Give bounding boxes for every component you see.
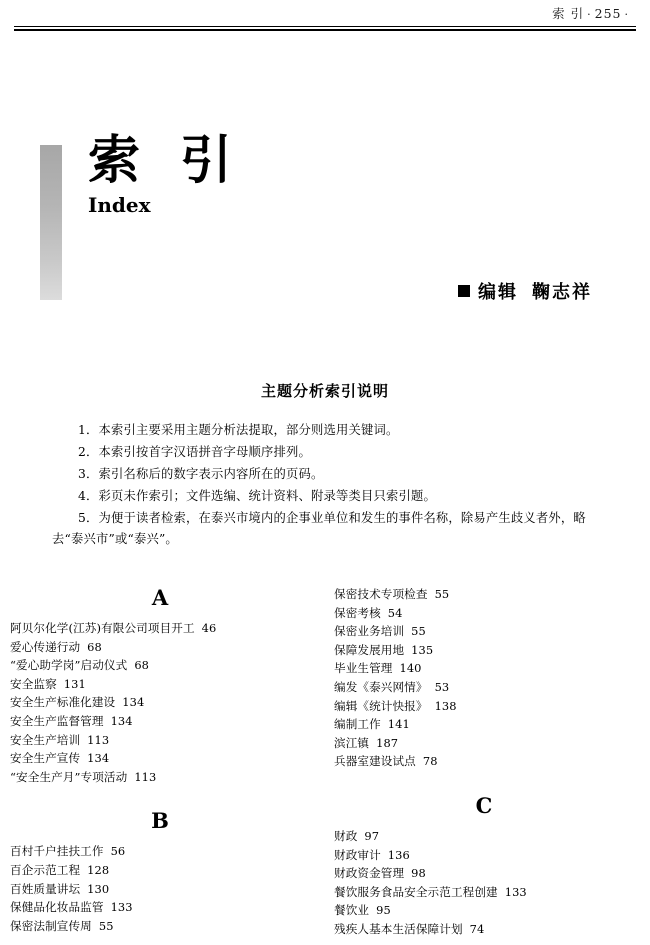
index-entry <box>10 693 310 712</box>
index-entry-text: 安全监察 <box>10 676 57 691</box>
header-label <box>552 4 632 22</box>
index-entry-page: 53 <box>434 679 450 694</box>
index-entry-page: 187 <box>376 735 399 750</box>
index-entry <box>334 734 634 753</box>
index-entry <box>334 864 634 883</box>
index-column-right <box>334 585 634 939</box>
index-entry-text: 财政资金管理 <box>334 866 405 881</box>
editor-name: 鞠志祥 <box>532 282 592 303</box>
index-entry <box>334 846 634 865</box>
index-entry-page: 46 <box>201 621 217 635</box>
index-entry-text: 编制工作 <box>334 717 381 732</box>
index-entry-page: 55 <box>411 624 426 639</box>
header-separator: · <box>587 8 592 21</box>
index-entry-page: 54 <box>387 605 403 620</box>
index-entry <box>10 898 310 917</box>
index-entry-page: 133 <box>110 900 133 915</box>
index-entry <box>334 715 634 734</box>
index-entry-page: 68 <box>87 639 102 654</box>
index-entry-page: 56 <box>110 844 126 859</box>
index-entry <box>334 585 634 604</box>
index-entry <box>10 917 310 936</box>
index-letter-heading: C <box>475 792 493 818</box>
index-entry-page: 138 <box>434 698 457 713</box>
index-entry-text: 财政 <box>334 828 358 843</box>
index-letter-heading: A <box>151 585 169 610</box>
note-item: 5．为便于读者检索，在泰兴市境内的企事业单位和发生的事件名称，除易产生歧义者外，略去“泰兴市”或“泰兴”。 <box>52 511 586 546</box>
index-entry-page: 130 <box>87 881 110 896</box>
notes-title: 主题分析索引说明 <box>260 382 389 400</box>
index-entry-text: 保密业务培训 <box>334 624 405 639</box>
index-entry-page: 134 <box>110 713 133 728</box>
index-entry <box>10 731 310 750</box>
index-entry-text: 百姓质量讲坛 <box>10 881 81 896</box>
index-entry-page: 97 <box>364 828 380 843</box>
index-entry-page: 135 <box>411 642 434 657</box>
index-entry <box>10 842 310 861</box>
note-item: 2．本索引按首字汉语拼音字母顺序排列。 <box>78 445 311 459</box>
index-entry-text: 保密考核 <box>334 605 381 620</box>
index-entry-text: 保密技术专项检查 <box>334 587 428 601</box>
index-entry-page: 78 <box>422 754 438 769</box>
index-entry-text: 餐饮服务食品安全示范工程创建 <box>334 884 498 899</box>
editor-credit <box>458 278 592 304</box>
index-entry-text: 滨江镇 <box>334 735 370 750</box>
index-entry-text: 安全生产监督管理 <box>10 713 104 728</box>
index-entry-text: 百村千户挂扶工作 <box>10 844 104 859</box>
index-entry <box>334 697 634 716</box>
index-entry-text: 兵器室建设试点 <box>334 754 416 769</box>
index-columns <box>0 585 650 945</box>
note-item: 1．本索引主要采用主题分析法提取，部分则选用关键词。 <box>78 423 399 437</box>
index-entry-text: 编辑《统计快报》 <box>334 698 428 713</box>
index-entry-text: 阿贝尔化学(江苏)有限公司项目开工 <box>10 621 195 635</box>
index-entry-text: 编发《泰兴网情》 <box>334 679 428 694</box>
index-entry-page: 55 <box>98 918 114 933</box>
index-entry <box>334 622 634 641</box>
header-trailing-dot: · <box>624 8 629 21</box>
index-entry-page: 113 <box>87 732 110 747</box>
header-page-number: 255 <box>594 6 622 21</box>
index-entry-page: 141 <box>387 717 410 732</box>
index-entry-page: 133 <box>504 884 527 899</box>
page-title: 索引 <box>88 130 273 191</box>
index-entry-text: 毕业生管理 <box>334 661 393 676</box>
header-title: 索 引 <box>552 6 585 21</box>
page-header <box>0 0 650 28</box>
index-entry-text: 保障发展用地 <box>334 642 405 657</box>
index-entry-page: 98 <box>411 866 426 881</box>
page-title-english: Index <box>88 193 151 217</box>
index-entry-text: 保密法制宣传周 <box>10 918 92 933</box>
index-entry <box>334 678 634 697</box>
note-item: 3．索引名称后的数字表示内容所在的页码。 <box>78 467 324 481</box>
index-entry-page: 134 <box>87 751 110 766</box>
notes-body <box>52 420 612 551</box>
index-entry <box>10 768 310 787</box>
index-entry-text: 安全生产标准化建设 <box>10 695 116 710</box>
index-entry-text: 安全生产宣传 <box>10 751 81 766</box>
index-entry-text: “爱心助学岗”启动仪式 <box>10 658 128 673</box>
header-divider-thick <box>14 29 636 31</box>
index-column-left <box>10 585 310 935</box>
index-entry-text: 保健品化妆品监管 <box>10 900 104 915</box>
index-letter-heading: B <box>151 808 169 834</box>
index-entry <box>10 749 310 768</box>
index-entry <box>334 883 634 902</box>
index-entry <box>334 901 634 920</box>
index-entry <box>10 675 310 694</box>
editor-label: 编辑 <box>478 282 518 303</box>
index-entry <box>10 861 310 880</box>
index-entry <box>10 880 310 899</box>
index-entry-text: 残疾人基本生活保障计划 <box>334 921 463 936</box>
index-entry <box>334 604 634 623</box>
square-bullet-icon <box>458 285 470 297</box>
index-entry-page: 131 <box>63 676 86 691</box>
index-entry-page: 113 <box>134 769 157 784</box>
index-entry <box>334 752 634 771</box>
note-item: 4．彩页未作索引；文件选编、统计资料、附录等类目只索引题。 <box>78 489 436 503</box>
index-entry-text: 安全生产培训 <box>10 732 81 747</box>
index-entry-page: 134 <box>122 695 145 710</box>
index-entry-text: 爱心传递行动 <box>10 639 81 654</box>
index-entry <box>334 641 634 660</box>
index-entry-page: 55 <box>434 587 450 601</box>
index-entry-page: 95 <box>376 903 391 918</box>
index-entry-text: “安全生产月”专项活动 <box>10 769 128 784</box>
index-entry-page: 136 <box>387 847 410 862</box>
index-entry <box>10 712 310 731</box>
index-entry-text: 财政审计 <box>334 847 381 862</box>
index-entry <box>10 656 310 675</box>
index-entry-page: 128 <box>87 862 110 877</box>
index-entry <box>334 827 634 846</box>
index-entry <box>10 619 310 638</box>
index-entry-page: 74 <box>469 921 485 936</box>
index-entry-text: 百企示范工程 <box>10 862 81 877</box>
header-divider-thin <box>14 26 636 27</box>
index-entry-page: 140 <box>399 661 422 676</box>
index-entry-page: 68 <box>134 658 150 673</box>
index-entry <box>334 659 634 678</box>
index-entry <box>334 920 634 939</box>
decorative-gradient-bar <box>40 145 62 300</box>
index-entry-text: 餐饮业 <box>334 903 370 918</box>
index-entry <box>10 638 310 657</box>
